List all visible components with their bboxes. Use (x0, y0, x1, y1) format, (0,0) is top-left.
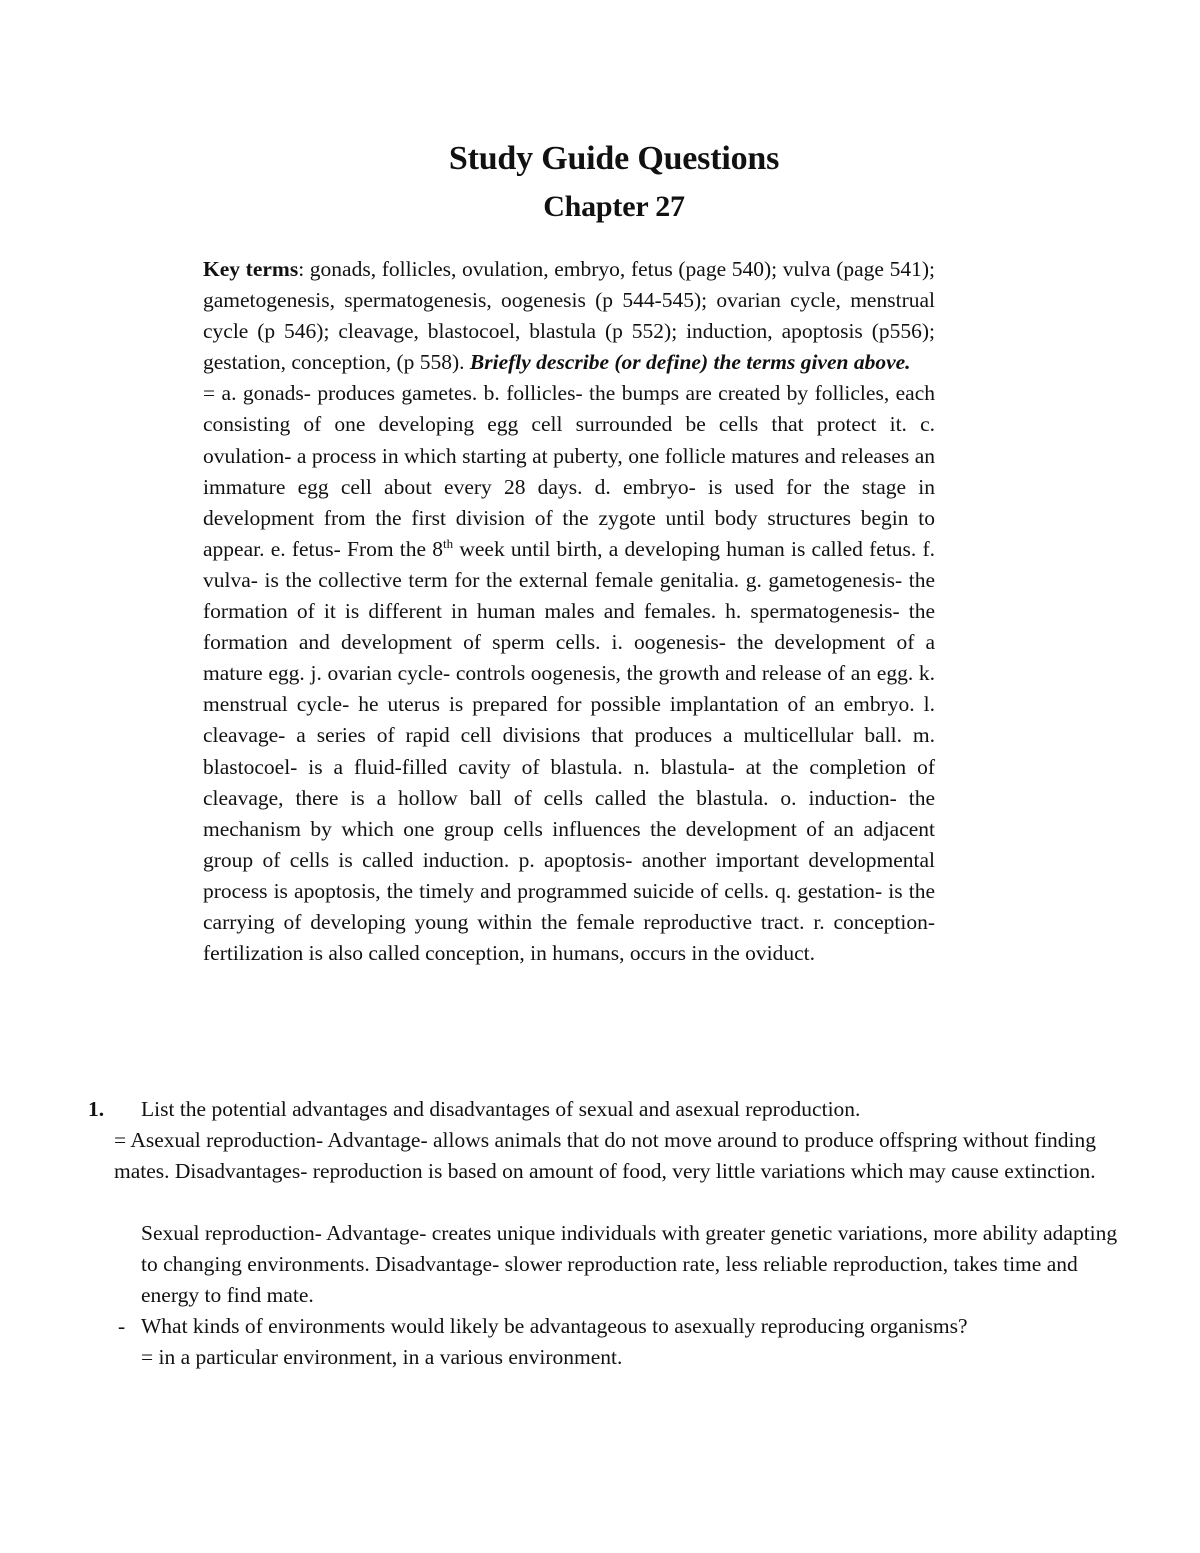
followup-dash: - (118, 1314, 126, 1338)
followup-question-text: What kinds of environments would likely be advantageous to asexually reproducing organisms? (141, 1314, 968, 1338)
key-terms-instruction: Briefly describe (or define) the terms given above. (469, 350, 911, 375)
ordinal-superscript: th (443, 535, 454, 551)
key-terms-list: : gonads, follicles, ovulation, embryo, fetus (page 540); vulva (page 541); gametogenesis, spermatogenesis, oogenesis (p 544-545); ovarian cycle, menstrual cycle (p 546); cleavage, blastocoel, blastula (p 552); induction, apoptosis (p556); gestation, conception, (p 558). (203, 257, 935, 375)
key-terms-label: Key terms (203, 257, 299, 281)
followup-answer: = in a particular environment, in a various environment. (141, 1345, 623, 1369)
question-number: 1. (88, 1097, 105, 1121)
chapter-heading: Chapter 27 (543, 190, 685, 223)
answer-sexual: Sexual reproduction- Advantage- creates unique individuals with greater genetic variations, more ability adapting to changing environments. Disadvantage- slower reproduction rate, less reliable reproduction, takes time and energy to find mate. (141, 1221, 1118, 1308)
answer-asexual: = Asexual reproduction- Advantage- allows animals that do not move around to produce offspring without finding mates. Disadvantages- reproduction is based on amount of food, very little variations which may cause extinction. (114, 1128, 1097, 1184)
key-terms-answer-part2: week until birth, a developing human is called fetus. f. vulva- is the collective term for the external female genitalia. g. gametogenesis- the formation of it is different in human males and females. h. spermatogenesis- the formation and development of sperm cells. i. oogenesis- the development of a mature egg. j. ovarian cycle- controls oogenesis, the growth and release of an egg. k. menstrual cycle- he uterus is prepared for possible implantation of an embryo. l. cleavage- a series of rapid cell divisions that produces a multicellular ball. m. blastocoel- is a fluid-filled cavity of blastula. n. blastula- at the completion of cleavage, there is a hollow ball of cells called the blastula. o. induction- the mechanism by which one group cells influences the development of an adjacent group of cells is called induction. p. apoptosis- another important developmental process is apoptosis, the timely and programmed suicide of cells. q. gestation- is the carrying of developing young within the female reproductive tract. r. conception- fertilization is also called conception, in humans, occurs in the oviduct. (203, 536, 935, 966)
key-terms-paragraph (203, 254, 935, 969)
key-terms-answer-part1: = a. gonads- produces gametes. b. follicles- the bumps are created by follicles, each consisting of one developing egg cell surrounded be cells that protect it. c. ovulation- a process in which starting at puberty, one follicle matures and releases an immature egg cell about every 28 days. d. embryo- is used for the stage in development from the first division of the zygote until body structures begin to appear. e. fetus- From the 8 (203, 381, 935, 561)
document-title: Study Guide Questions (448, 140, 780, 177)
followup-question (118, 1311, 968, 1342)
question-text: List the potential advantages and disadvantages of sexual and asexual reproduction. (141, 1097, 861, 1121)
